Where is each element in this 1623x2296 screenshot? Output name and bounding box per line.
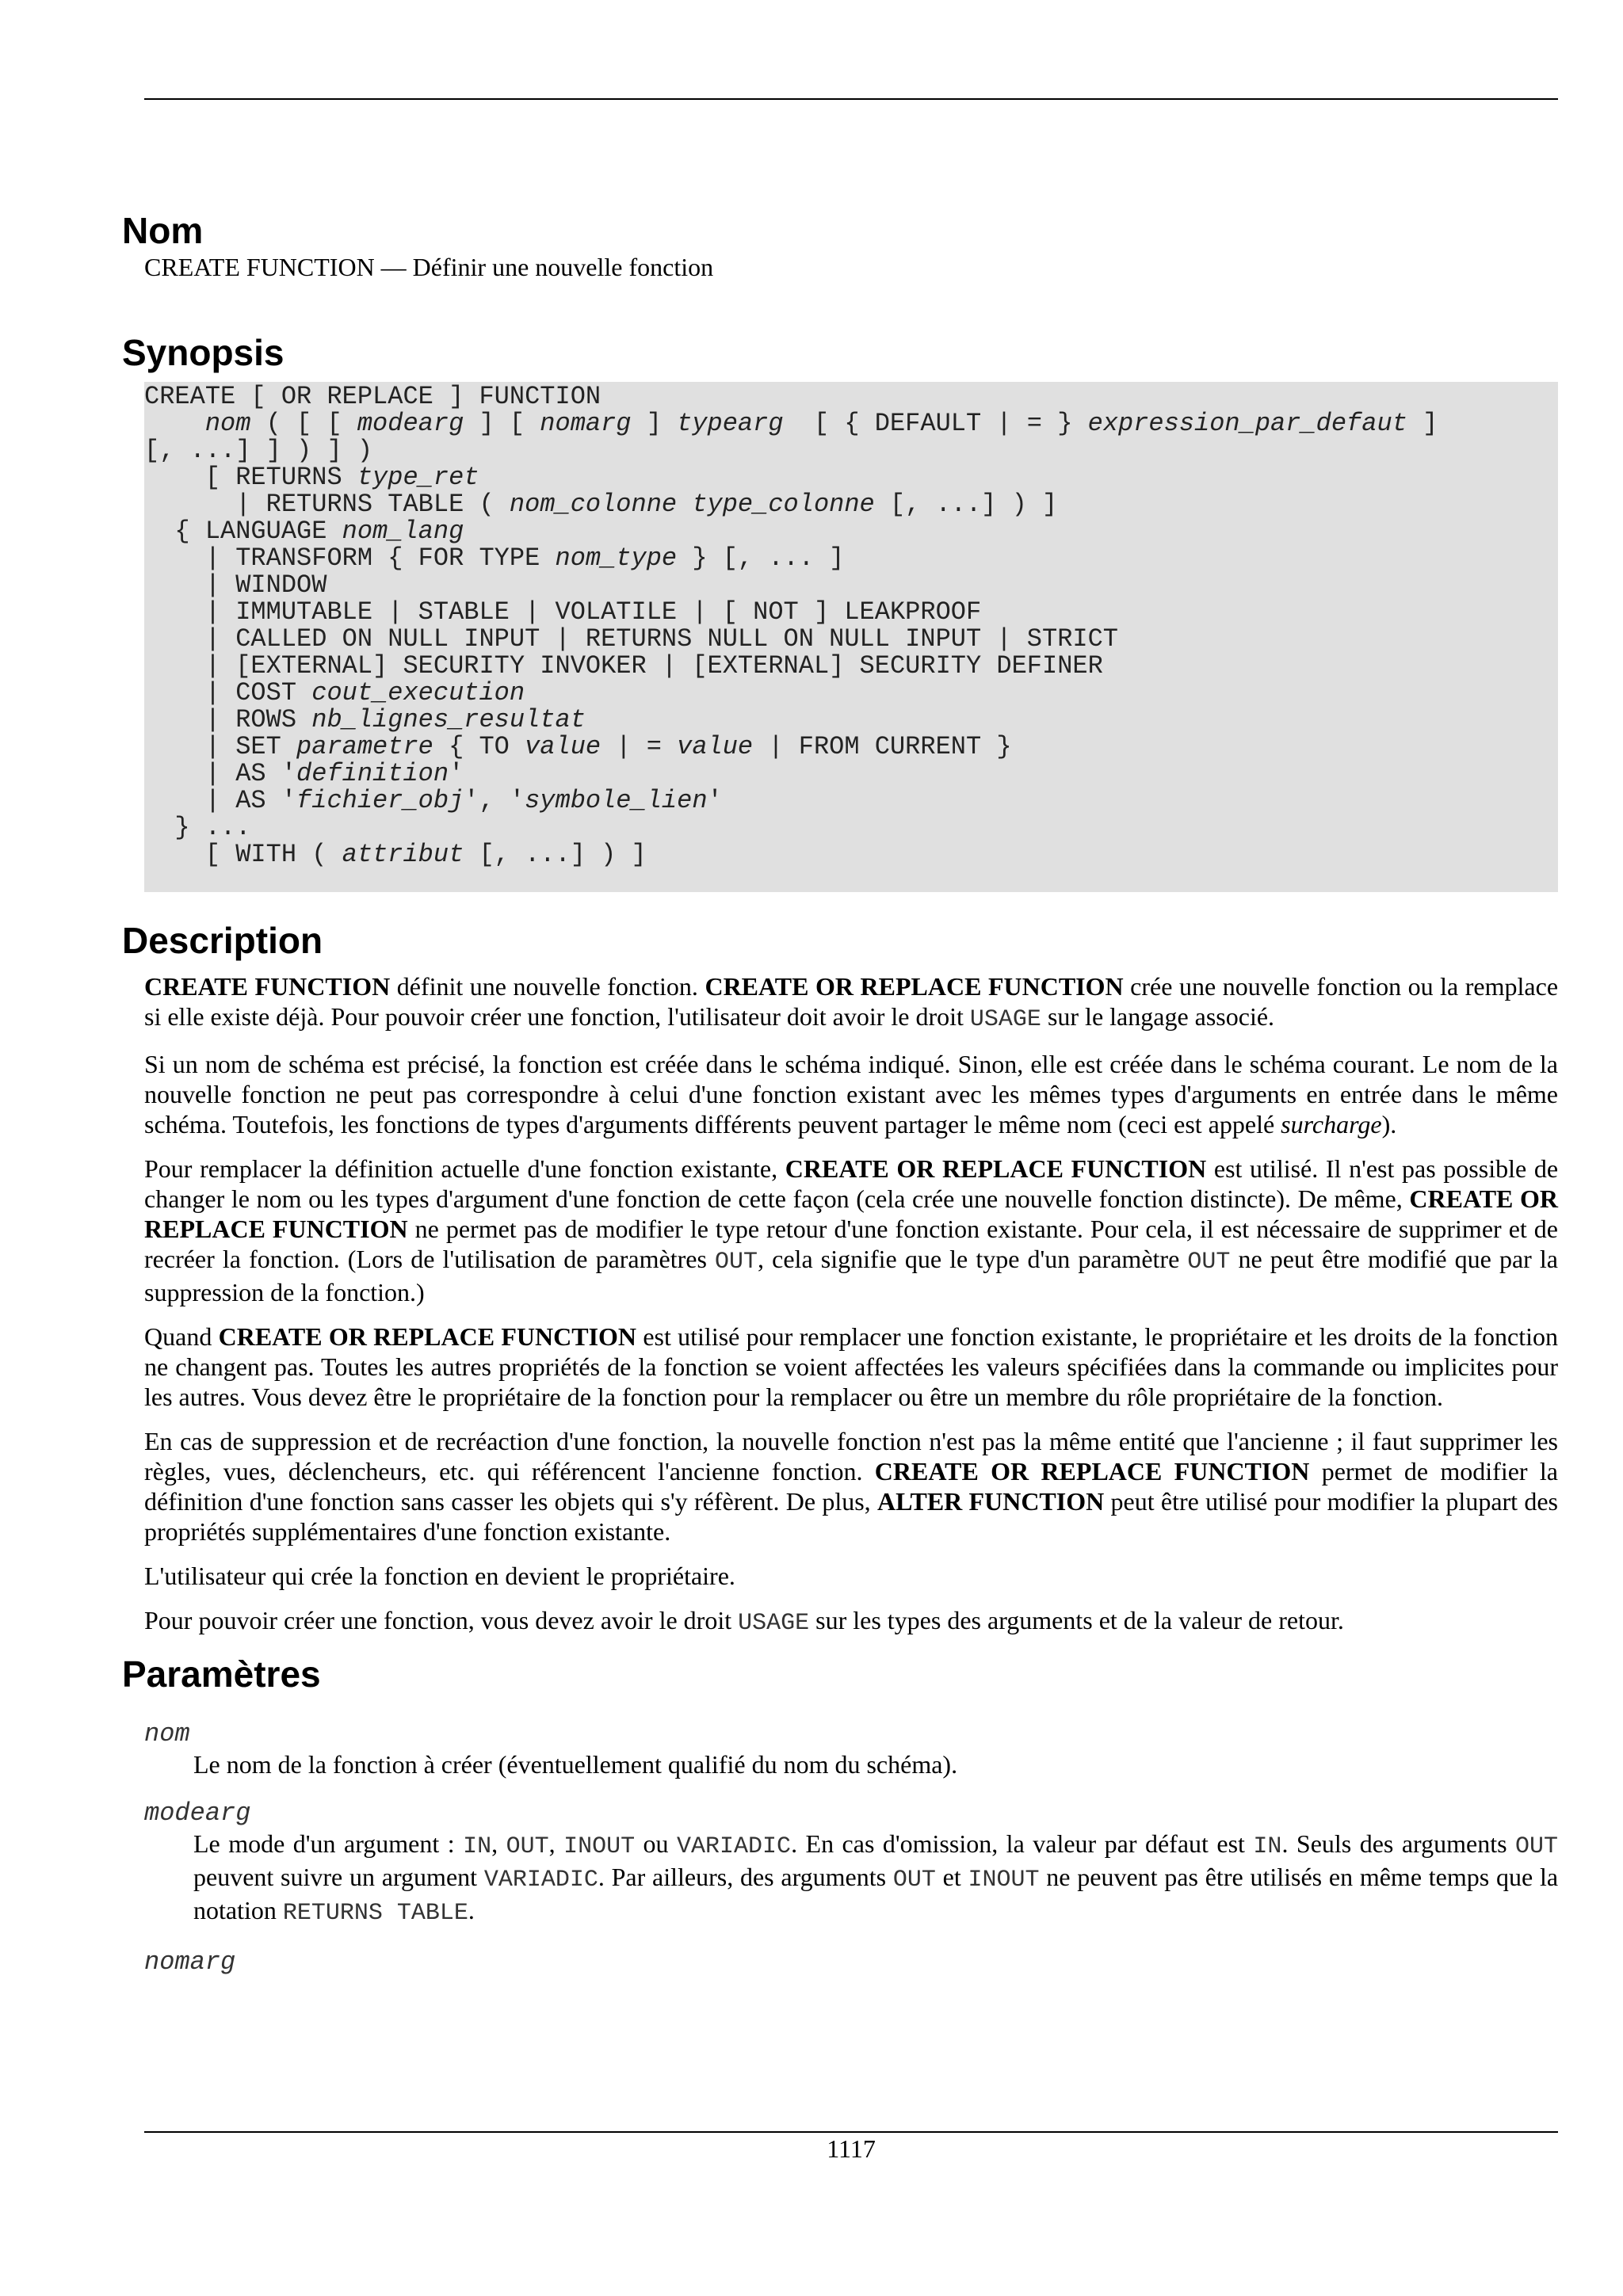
text-run: crée une nouvelle fonction ou la remplace si elle existe déjà. Pour pouvoir créer une fonction, l'utilisateur doit avoir le droit	[144, 972, 1559, 1031]
text-run: est utilisé pour remplacer une fonction existante, le propriétaire et les droits de la fonction ne changent pas. Toutes les autres propriétés de la fonction se voient affectées les valeurs spécifiées dans la commande ou implicites pour les autres. Vous devez être le propriétaire de la fonction pour la remplacer ou être un membre du rôle propriétaire de la fonction.	[144, 1322, 1559, 1411]
synopsis-box	[144, 382, 1558, 892]
text-run: . Seuls des arguments	[1281, 1829, 1516, 1858]
synopsis-keyword: '	[449, 759, 464, 788]
synopsis-keyword	[144, 409, 205, 438]
synopsis-keyword: ]	[1407, 409, 1438, 438]
synopsis-placeholder: definition	[296, 759, 449, 788]
synopsis-placeholder: type_colonne	[692, 490, 875, 519]
heading-synopsis: Synopsis	[122, 332, 285, 373]
text-run: ne peuvent pas être utilisés en même temps que la notation	[193, 1863, 1559, 1924]
synopsis-keyword: [ WITH (	[144, 840, 342, 869]
synopsis-keyword: | SET	[144, 732, 297, 761]
synopsis-placeholder: value	[677, 732, 754, 761]
text-run: permet de modifier la définition d'une fonction sans casser les objets qui s'y réfèrent. De plus,	[144, 1457, 1559, 1516]
literal-code: INOUT	[563, 1833, 636, 1860]
synopsis-placeholder: value	[525, 732, 601, 761]
synopsis-placeholder: modearg	[357, 409, 464, 438]
text-run: . En cas d'omission, la valeur par défaut est	[791, 1829, 1254, 1858]
synopsis-placeholder: cout_execution	[311, 678, 525, 707]
parameter-definition	[193, 1749, 1558, 1779]
section-description	[122, 919, 1559, 1638]
synopsis-keyword: { LANGUAGE	[144, 517, 342, 546]
synopsis-keyword: '	[707, 786, 723, 815]
synopsis-placeholder: type_ret	[357, 463, 479, 492]
literal-code: VARIADIC	[677, 1833, 792, 1860]
synopsis-placeholder: fichier_obj	[296, 786, 464, 815]
header-rule	[144, 98, 1558, 100]
synopsis-keyword: [ RETURNS	[144, 463, 357, 492]
synopsis-placeholder: parametre	[296, 732, 433, 761]
synopsis-placeholder: nom_colonne	[509, 490, 678, 519]
bold-command: CREATE OR REPLACE FUNCTION	[705, 972, 1124, 1001]
text-run: sur les types des arguments et de la valeur de retour.	[809, 1606, 1344, 1634]
literal-code: IN	[463, 1833, 492, 1860]
literal-code: OUT	[1187, 1249, 1231, 1276]
text-run: ).	[1381, 1110, 1397, 1138]
description-paragraph	[144, 1154, 1558, 1307]
description-paragraph	[144, 1426, 1558, 1547]
synopsis-placeholder: nom_type	[555, 543, 678, 573]
text-run: Pour pouvoir créer une fonction, vous devez avoir le droit	[144, 1606, 739, 1634]
synopsis-keyword: [, ...] ] ) ] )	[144, 436, 373, 465]
description-paragraph	[144, 971, 1558, 1035]
parameter-text	[193, 1749, 1558, 1779]
parameter-text	[193, 1829, 1558, 1928]
text-run: ,	[491, 1829, 506, 1858]
bold-command: CREATE FUNCTION	[144, 972, 391, 1001]
synopsis-keyword: | TRANSFORM { FOR TYPE	[144, 543, 556, 573]
description-body	[144, 971, 1558, 1638]
text-run: sur le langage associé.	[1041, 1002, 1275, 1031]
synopsis-placeholder: expression_par_defaut	[1087, 409, 1407, 438]
literal-code: OUT	[1515, 1833, 1559, 1860]
synopsis-keyword	[677, 490, 692, 519]
text-run: ,	[548, 1829, 564, 1858]
synopsis-keyword: { TO	[433, 732, 525, 761]
synopsis-placeholder: symbole_lien	[525, 786, 708, 815]
synopsis-keyword: | WINDOW	[144, 570, 327, 600]
bold-command: CREATE OR REPLACE FUNCTION	[144, 1184, 1559, 1243]
text-run: En cas de suppression et de recréaction d'une fonction, la nouvelle fonction n'est pas la même entité que l'ancienne ; il faut supprimer les règles, vues, déclencheurs, etc. qui référencent l'ancienne fonction.	[144, 1427, 1558, 1486]
synopsis-keyword: | COST	[144, 678, 312, 707]
page-content	[122, 209, 1559, 1997]
literal-code: IN	[1253, 1833, 1282, 1860]
text-run: Quand	[144, 1322, 219, 1351]
synopsis-keyword: [, ...] ) ]	[464, 840, 647, 869]
synopsis-keyword: [, ...] ) ]	[874, 490, 1058, 519]
text-run: ne permet pas de modifier le type retour d'une fonction existante. Pour cela, il est nécessaire de supprimer et de recréer la fonction. (Lors de l'utilisation de paramètres	[144, 1215, 1559, 1273]
synopsis-keyword: } ...	[144, 813, 251, 842]
text-run: peuvent suivre un argument	[193, 1863, 484, 1891]
parameter-definition	[193, 1829, 1558, 1928]
synopsis-keyword: | AS '	[144, 759, 297, 788]
synopsis-keyword: [ { DEFAULT | = }	[783, 409, 1088, 438]
synopsis-keyword: CREATE [ OR REPLACE ] FUNCTION	[144, 382, 601, 411]
literal-code: USAGE	[969, 1006, 1041, 1033]
text-run: Si un nom de schéma est précisé, la fonction est créée dans le schéma indiqué. Sinon, elle est créée dans le schéma courant. Le nom de la nouvelle fonction ne peut pas correspondre à celui d'une fonction existant avec les mêmes types d'arguments en entrée dans le même schéma. Toutefois, les fonctions de types d'arguments différents peuvent partager le même nom (ceci est appelé	[144, 1050, 1558, 1138]
synopsis-placeholder: attribut	[342, 840, 464, 869]
text-run: . Par ailleurs, des arguments	[598, 1863, 893, 1891]
synopsis-code	[144, 383, 1558, 868]
synopsis-placeholder: nb_lignes_resultat	[311, 705, 586, 734]
literal-code: RETURNS TABLE	[282, 1900, 468, 1927]
section-nom	[122, 209, 1558, 282]
synopsis-keyword: | [EXTERNAL] SECURITY INVOKER | [EXTERNAL] SECURITY DEFINER	[144, 651, 1103, 681]
synopsis-keyword: ', '	[464, 786, 525, 815]
literal-code: OUT	[715, 1249, 758, 1276]
bold-command: CREATE OR REPLACE FUNCTION	[218, 1322, 637, 1351]
synopsis-keyword: | RETURNS TABLE (	[144, 490, 510, 519]
literal-code: USAGE	[738, 1610, 810, 1637]
synopsis-keyword: | ROWS	[144, 705, 312, 734]
synopsis-keyword: | =	[601, 732, 678, 761]
text-run: et	[935, 1863, 968, 1891]
refname: CREATE FUNCTION — Définir une nouvelle fonction	[144, 253, 714, 281]
literal-code: VARIADIC	[483, 1867, 598, 1894]
text-run: .	[468, 1896, 475, 1924]
text-run: définit une nouvelle fonction.	[390, 972, 705, 1001]
description-paragraph	[144, 1605, 1558, 1638]
parameter-term: nom	[144, 1719, 190, 1749]
bold-command: CREATE OR REPLACE FUNCTION	[874, 1457, 1310, 1486]
synopsis-keyword: ( [ [	[250, 409, 357, 438]
description-paragraph	[144, 1049, 1558, 1139]
description-paragraph	[144, 1561, 1558, 1591]
text-run: peut être utilisé pour modifier la plupart des propriétés supplémentaires d'une fonction existante.	[144, 1487, 1559, 1546]
text-run: Le mode d'un argument :	[193, 1829, 464, 1858]
synopsis-keyword: ]	[631, 409, 678, 438]
heading-nom: Nom	[122, 210, 204, 251]
literal-code: OUT	[506, 1833, 549, 1860]
text-run: ne peut être modifié que par la suppression de la fonction.)	[144, 1245, 1559, 1306]
synopsis-keyword: | AS '	[144, 786, 297, 815]
text-run: L'utilisateur qui crée la fonction en devient le propriétaire.	[144, 1562, 735, 1590]
text-run: Le nom de la fonction à créer (éventuellement qualifié du nom du schéma).	[193, 1750, 958, 1779]
section-synopsis	[122, 331, 1558, 892]
synopsis-placeholder: typearg	[677, 409, 784, 438]
bold-command: CREATE OR REPLACE FUNCTION	[785, 1154, 1207, 1183]
synopsis-placeholder: nomarg	[540, 409, 632, 438]
synopsis-placeholder: nom	[204, 409, 251, 438]
page-number: 1117	[827, 2134, 876, 2163]
synopsis-placeholder: nom_lang	[342, 517, 464, 546]
description-paragraph	[144, 1322, 1558, 1412]
text-run: est utilisé. Il n'est pas possible de changer le nom ou les types d'argument d'une fonction de cette façon (cela crée une nouvelle fonction distincte). De même,	[144, 1154, 1559, 1213]
literal-code: INOUT	[968, 1867, 1040, 1894]
literal-code: OUT	[892, 1867, 936, 1894]
synopsis-keyword: | CALLED ON NULL INPUT | RETURNS NULL ON NULL INPUT | STRICT	[144, 624, 1118, 654]
parameter-term: modearg	[144, 1798, 251, 1828]
parameter-term: nomarg	[144, 1947, 236, 1977]
parameter-list	[144, 1719, 1558, 1978]
synopsis-keyword: } [, ... ]	[677, 543, 845, 573]
heading-parametres: Paramètres	[122, 1653, 321, 1695]
section-parametres	[122, 1653, 1559, 1978]
synopsis-keyword: | FROM CURRENT }	[753, 732, 1012, 761]
bold-command: ALTER FUNCTION	[876, 1487, 1105, 1516]
text-run: Pour remplacer la définition actuelle d'une fonction existante,	[144, 1154, 785, 1183]
italic-term: surcharge	[1281, 1110, 1382, 1138]
text-run: , cela signifie que le type d'un paramètre	[758, 1245, 1188, 1273]
text-run: ou	[635, 1829, 678, 1858]
synopsis-keyword: | IMMUTABLE | STABLE | VOLATILE | [ NOT ] LEAKPROOF	[144, 597, 982, 627]
synopsis-keyword: ] [	[464, 409, 540, 438]
heading-description: Description	[122, 920, 323, 961]
